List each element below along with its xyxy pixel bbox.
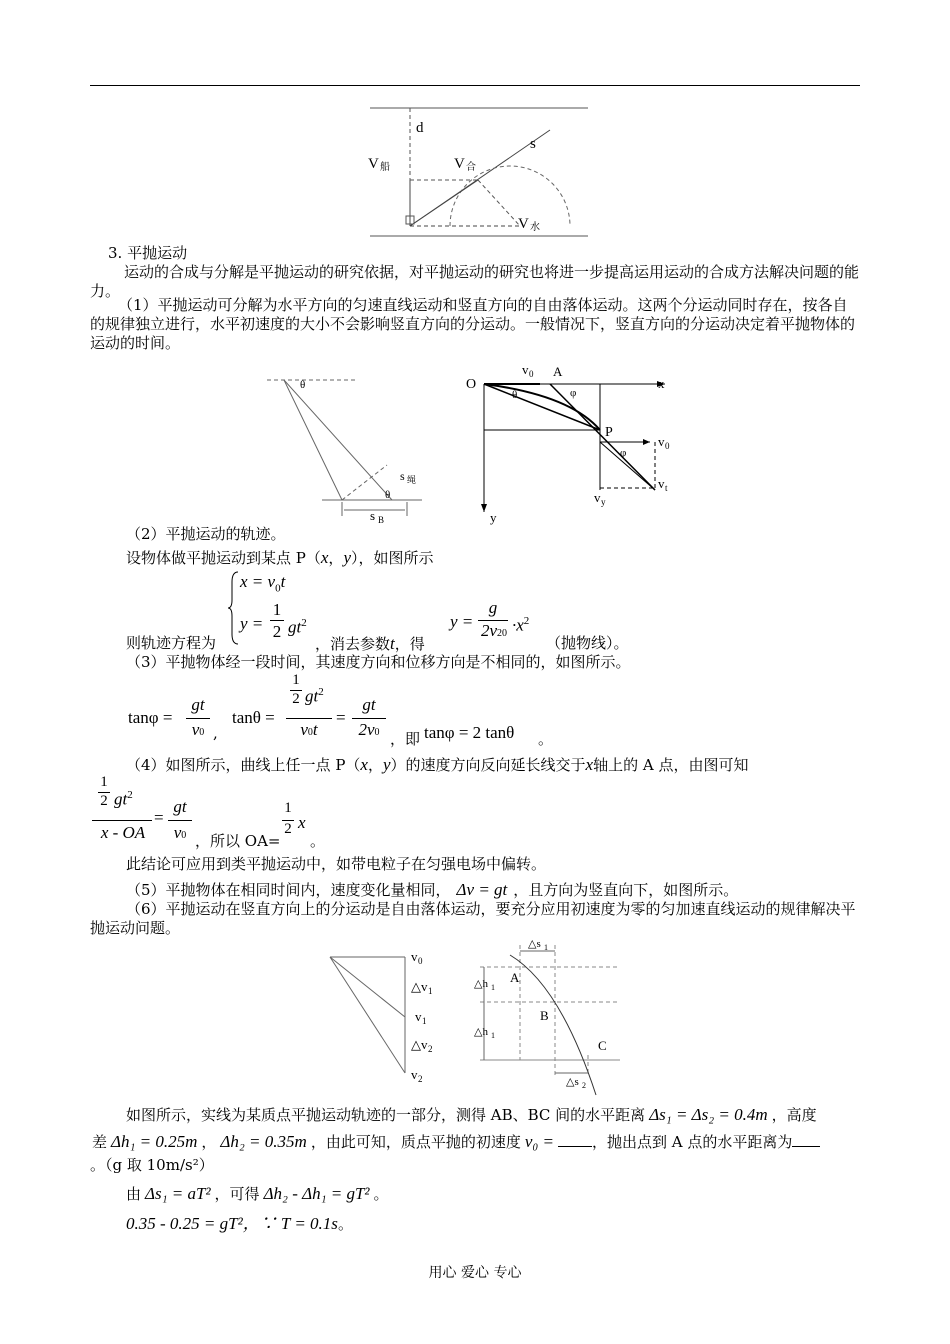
p4-line-c: 轴上的 A 点，由图可知 [593, 756, 749, 774]
fig3-v0-right: v [658, 434, 665, 449]
fig4-v0-sub: 0 [418, 956, 423, 966]
p4-half-num: 1 [100, 774, 108, 790]
fig1-label-vhe: V [454, 156, 465, 172]
fig2-srope: s [400, 469, 405, 483]
fig5-dh1b-sub: 1 [491, 1031, 495, 1040]
p3-title: （3）平抛物体经一段时间，其速度方向和位移方向是不相同的，如图所示。 [126, 653, 631, 671]
problem-end2: 。 [337, 1215, 353, 1233]
fig3-vy-sub: y [601, 497, 606, 507]
result-den-sub: 0 [502, 628, 508, 639]
p4-line-b: ）的速度方向反向延长线交于 [390, 756, 586, 774]
p4-frac2-den-sub: 0 [181, 830, 187, 841]
problem-e: ，抛出点到 A 点的水平距离为 [592, 1133, 793, 1151]
problem-eq5: Δs₁ = aT² [145, 1184, 211, 1203]
fig3-x-axis: x [658, 376, 665, 391]
eq-x-lhs: x = v [240, 572, 276, 591]
fig1-label-d: d [416, 120, 424, 136]
p4-line: （4）如图所示，曲线上任一点 P（x，y）的速度方向反向延长线交于x轴上的 A 点，由图可知 [126, 755, 749, 774]
result-tail [512, 612, 529, 635]
fig3-vy: v [594, 490, 601, 505]
p2-title: （2）平抛运动的轨迹。 [126, 525, 286, 543]
p4-frac2-den-v: v [173, 823, 182, 842]
section-heading: 3. 平抛运动 [108, 244, 188, 262]
figure-trajectory-grid [470, 935, 630, 1095]
eq-x-t: t [280, 572, 286, 591]
eq-x-sub: 0 [275, 582, 281, 595]
p3-frac1-num: gt [191, 695, 205, 714]
fig3-v0: v [522, 362, 529, 377]
fig3-phi1: φ [570, 387, 577, 399]
fig3-vt-sub: t [665, 483, 668, 493]
p3-gt2-text: gt [305, 686, 319, 706]
result-tail-sq: 2 [523, 615, 530, 627]
fig4-dv2-sub: 2 [428, 1044, 433, 1054]
p4-gt2-text: gt [114, 789, 128, 809]
problem-d: ，由此可知，质点平抛的初速度 [310, 1133, 521, 1151]
eq-y-gt [288, 614, 307, 637]
problem-eq6: Δh₂ - Δh₁ = gT² [263, 1184, 370, 1203]
p2-line1 [126, 548, 434, 568]
result-den [476, 621, 512, 641]
header-rule [90, 85, 860, 86]
figure-velocity-change [325, 945, 450, 1095]
fig4-dv2: △v [411, 1037, 428, 1052]
fig3-phi2: φ [620, 447, 627, 459]
fig1-label-vhe-sub: 合 [466, 162, 476, 173]
problem-line5 [126, 1214, 353, 1234]
eq-y-half-den: 2 [272, 622, 282, 641]
fig4-dv1-sub: 1 [428, 986, 433, 996]
p3-result: tanφ = 2 tanθ [424, 723, 515, 742]
problem-eq3: Δh₂ = 0.35m [220, 1132, 307, 1151]
p2-line1-b: ），如图所示 [350, 549, 434, 567]
fig4-dv1: △v [411, 979, 428, 994]
problem-you: 由 [126, 1185, 142, 1203]
eq-x [240, 572, 285, 598]
p4-half-den: 2 [100, 793, 108, 809]
figure-projectile [460, 360, 690, 525]
fig5-C: C [598, 1038, 607, 1053]
eq-y-gt-sq: 2 [301, 617, 307, 629]
p3-eq: = [336, 708, 346, 727]
result-den-text: 2v [480, 621, 498, 640]
p4-frac2-den [168, 823, 192, 843]
p3-frac2-den-v: v [300, 720, 308, 739]
fig4-v1: v [415, 1009, 422, 1024]
fig1-label-vboat: V [368, 156, 379, 172]
p3-half-den: 2 [292, 691, 300, 707]
p3-comma1: , [213, 724, 218, 742]
problem-line2: 差 Δh₁ = 0.25m ， Δh₂ = 0.35m ，由此可知，质点平抛的初速度 v₀ = ，抛出点到 A 点的水平距离为 [92, 1132, 820, 1152]
paragraph-6: （6）平抛运动在竖直方向上的分运动是自由落体运动，要充分应用初速度为零的匀加速直线运动的规律解决平抛运动问题。 [90, 900, 856, 937]
problem-line1 [126, 1105, 817, 1125]
result-tail-text: ·x [512, 615, 524, 635]
p5-a: （5）平抛物体在相同时间内，速度变化量相同， [126, 881, 451, 899]
fig4-v2: v [411, 1067, 418, 1082]
fig5-ds2: △s [566, 1076, 579, 1088]
elim-t: t [390, 634, 395, 653]
fig5-ds1-sub: 1 [544, 943, 548, 952]
fig5-dh1: △h [474, 978, 488, 990]
p4-eq: = [154, 808, 164, 827]
fig4-v1-sub: 1 [422, 1016, 427, 1026]
fig3-vt: v [658, 476, 665, 491]
eq-y-half-num: 1 [272, 600, 282, 619]
p2-line1-a: 设物体做平抛运动到某点 P（ [126, 549, 321, 567]
p3-ji: ，即 [390, 730, 421, 748]
fig3-origin: O [466, 377, 477, 392]
problem-eq4: v₀ = [524, 1132, 555, 1151]
problem-line4 [126, 1184, 389, 1204]
problem-a: 如图所示，实线为某质点平抛运动轨迹的一部分，测得 AB、BC 间的水平距离 [126, 1106, 646, 1124]
problem-eq7: 0.35 - 0.25 = gT² [126, 1214, 243, 1233]
problem-line3: 。（g 取 10m/s²） [90, 1156, 214, 1174]
p3-frac2-den-sub: 0 [307, 727, 313, 738]
fig1-label-vboat-sub: 船 [380, 162, 390, 173]
p4-y: y [382, 755, 391, 774]
p3-frac3-den-v: 2v [358, 720, 375, 739]
eq-y-lhs: y = [240, 614, 264, 633]
p4-frac-den: x - OA [100, 823, 146, 842]
p3-tantheta: tanθ = [232, 708, 275, 727]
p3-frac3-den-sub: 0 [374, 727, 380, 738]
p4-frac2-bar [168, 820, 192, 821]
elim-b: ，得 [394, 635, 425, 653]
p3-half-num: 1 [292, 672, 300, 688]
p4-end: 。 [310, 832, 326, 850]
fig1-label-vwater: V [518, 216, 529, 232]
fig3-v0-sub: 0 [529, 369, 534, 379]
p3-frac3-den [352, 720, 386, 740]
p2-comma: ， [328, 549, 344, 567]
fig5-B: B [540, 1008, 549, 1023]
p4-frac-bar [92, 820, 152, 821]
problem-b: ，高度 [771, 1106, 817, 1124]
eq-y-half-bar [270, 620, 284, 621]
p4-oa-x: x [298, 813, 306, 832]
p3-frac1-den [186, 720, 210, 740]
p2-x: x [320, 548, 329, 567]
p4-oa-num: 1 [284, 800, 292, 816]
p3-end: 。 [538, 730, 554, 748]
p5-eq: Δv = gt [456, 880, 508, 899]
p3-gt2: $gt^2$ [305, 686, 324, 706]
p3-frac2-den [286, 720, 332, 740]
fig1-label-s: s [530, 136, 536, 152]
intro-paragraph: 运动的合成与分解是平抛运动的研究依据，对平抛运动的研究也将进一步提高运用运动的合成方法解决问题的能力。 [90, 263, 860, 300]
fig2-sb: s [370, 508, 376, 523]
p3-tanphi: tanφ = [128, 708, 173, 727]
fig5-ds2-sub: 2 [582, 1081, 586, 1090]
p4-note: 此结论可应用到类平抛运动中，如带电粒子在匀强电场中偏转。 [126, 855, 547, 873]
fig5-dh1b: △h [474, 1026, 488, 1038]
page-footer: 用心 爱心 专心 [428, 1265, 522, 1281]
p4-x-axis: x [585, 755, 594, 774]
p4-suoyi: ，所以 OA= [195, 832, 281, 850]
elim-text [315, 634, 425, 654]
result-den-sup: 2 [497, 628, 503, 639]
p3-frac2-bar [286, 718, 332, 719]
problem-eq2: Δh₁ = 0.25m [111, 1132, 198, 1151]
p3-frac3-bar [352, 718, 386, 719]
fig5-A: A [510, 970, 520, 985]
problem-so: ，∵ T = 0.1s [242, 1214, 338, 1233]
p3-frac1-den-sub: 0 [199, 727, 205, 738]
problem-c: 差 [92, 1133, 108, 1151]
problem-end1: 。 [373, 1185, 389, 1203]
fig4-v0: v [411, 949, 418, 964]
parabola-note: （抛物线）。 [546, 634, 629, 652]
p4-frac2-num: gt [173, 797, 187, 816]
p4-line-a: （4）如图所示，曲线上任一点 P（ [126, 756, 361, 774]
fig4-v2-sub: 2 [418, 1074, 423, 1084]
fig2-sb-sub: B [378, 515, 385, 525]
p4-x: x [360, 755, 368, 774]
figure-rope [262, 370, 432, 525]
result-lhs: y = [450, 612, 474, 631]
p3-frac3-num: gt [362, 695, 376, 714]
elim-a: ，消去参数 [315, 635, 391, 653]
figure-river-crossing [360, 100, 600, 240]
system-brace [228, 570, 240, 646]
p3-frac1-den-v: v [191, 720, 200, 739]
problem-kede: ，可得 [214, 1185, 260, 1203]
fig3-y-axis: y [490, 510, 497, 525]
fig5-dh1-sub: 1 [491, 983, 495, 992]
answer-blank-distance[interactable] [792, 1146, 820, 1147]
fig5-ds1: △s [528, 938, 541, 950]
answer-blank-v0[interactable] [558, 1146, 592, 1147]
p5-line [126, 880, 738, 900]
p4-oa-den: 2 [284, 821, 292, 837]
eq-y-gt-text: gt [288, 617, 302, 637]
result-num: g [488, 598, 498, 617]
p5-b: ，且方向为竖直向下，如图所示。 [513, 881, 739, 899]
p3-frac1-bar [186, 718, 210, 719]
paragraph-1: （1）平抛运动可分解为水平方向的匀速直线运动和竖直方向的自由落体运动。这两个分运动同时存在，按各自的规律独立进行，水平初速度的大小不会影响竖直方向的分运动。一般情况下，竖直方向的分运动决定着平抛物体的运动的时间。 [90, 296, 856, 352]
p2-y: y [343, 548, 351, 567]
p4-gt2: $gt^2$ [114, 789, 133, 809]
fig2-srope-sub: 绳 [407, 475, 417, 485]
problem-eq1: Δs₁ = Δs₂ = 0.4m [649, 1105, 768, 1124]
fig3-P: P [605, 425, 613, 440]
p3-frac2-den-t: t [312, 720, 318, 739]
fig2-theta1: θ [300, 379, 306, 391]
fig2-theta2: θ [385, 489, 391, 501]
fig3-v0-right-sub: 0 [665, 441, 670, 451]
fig3-theta: θ [512, 389, 518, 401]
fig3-A: A [553, 364, 563, 379]
traj-lead: 则轨迹方程为 [126, 634, 217, 652]
fig1-label-vwater-sub: 水 [530, 222, 540, 233]
